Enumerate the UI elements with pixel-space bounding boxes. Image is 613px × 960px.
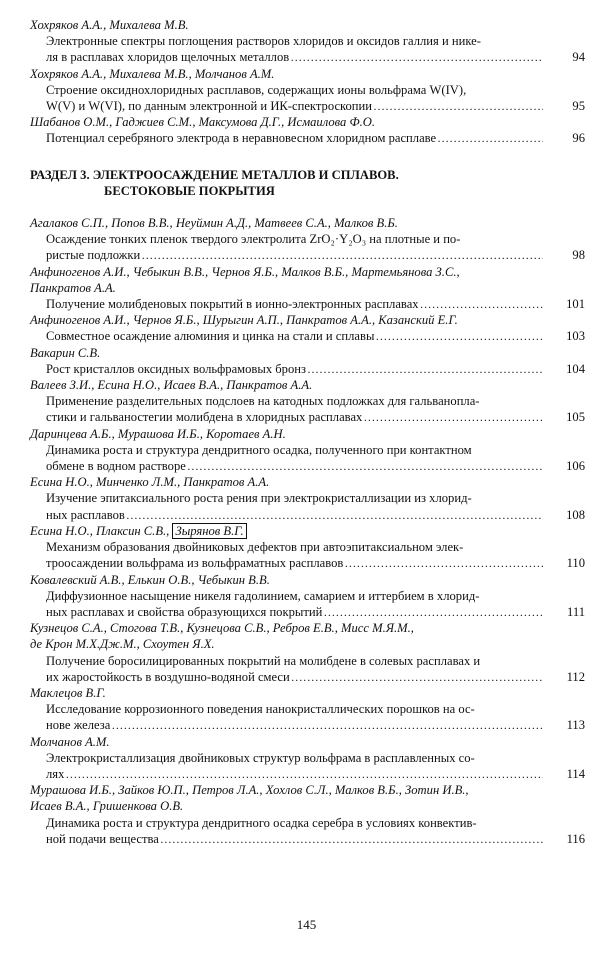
toc-entry — [30, 734, 585, 783]
dot-leader — [160, 831, 543, 847]
dot-leader — [344, 555, 543, 571]
entry-title-line: Получение боросилицированных покрытий на молибдене в солевых расплавах и — [46, 653, 481, 668]
entry-title — [30, 490, 585, 522]
entry-title-text: Рост кристаллов оксидных вольфрамовых бронз — [46, 361, 306, 376]
dot-leader — [187, 458, 543, 474]
toc-entry — [30, 377, 585, 426]
entry-page-number: 103 — [566, 329, 585, 344]
entry-title-text: Получение молибденовых покрытий в ионно-электронных расплавах — [46, 297, 419, 312]
section-heading — [30, 167, 585, 199]
entry-authors-boxed: Зырянов В.Г. — [172, 523, 246, 539]
entry-page-number: 108 — [566, 507, 585, 522]
entry-title — [30, 33, 585, 65]
entry-title-text: ля в расплавах хлоридов щелочных металлов — [46, 50, 290, 65]
entry-title-text: W(V) и W(VI), по данным электронной и ИК-спектроскопии — [46, 99, 373, 114]
entry-title-line: Динамика роста и структура дендритного осадка, полученного при контактном — [46, 442, 472, 457]
entry-title-line: Электронные спектры поглощения растворов хлоридов и оксидов галлия и нике- — [46, 34, 481, 49]
entry-title-text: нове железа — [46, 718, 111, 733]
entry-title-line: Механизм образования двойниковых дефектов при автоэпитаксиальном элек- — [46, 540, 464, 555]
entry-title — [30, 815, 585, 847]
toc-list — [30, 17, 585, 847]
entry-page-number: 104 — [566, 361, 585, 376]
dot-leader — [126, 507, 543, 523]
toc-entry — [30, 572, 585, 621]
entry-title-text: лях — [46, 766, 65, 781]
entry-title-line — [46, 361, 543, 377]
entry-title-line: Применение разделительных подслоев на катодных подложках для гальванопла- — [46, 394, 480, 409]
entry-title-text: обмене в водном растворе — [46, 459, 186, 474]
entry-title — [30, 653, 585, 685]
entry-authors: Мурашова И.Б., Зайков Ю.П., Петров Л.А., Хохлов С.Л., Малков В.Б., Зотин И.В., — [30, 783, 469, 798]
entry-title-line — [46, 247, 543, 263]
entry-page-number: 98 — [572, 248, 585, 263]
entry-title — [30, 328, 585, 344]
entry-title-text: стики и гальваностегии молибдена в хлоридных расплавах — [46, 410, 363, 425]
entry-title-line — [46, 831, 543, 847]
entry-authors: Шабанов О.М., Гаджиев С.М., Максумова Д.Г., Исмаилова Ф.О. — [30, 115, 376, 130]
entry-title-line — [46, 49, 543, 65]
entry-title-line — [46, 766, 543, 782]
entry-title — [30, 750, 585, 782]
entry-title-text: троосаждении вольфрама из вольфраматных расплавов — [46, 556, 344, 571]
entry-title-line — [46, 669, 543, 685]
dot-leader — [363, 409, 543, 425]
entry-page-number: 116 — [566, 831, 585, 846]
dot-leader — [420, 296, 543, 312]
dot-leader — [373, 98, 543, 114]
entry-title-text: ных расплавах и свойства образующихся покрытий — [46, 604, 323, 619]
entry-title — [30, 442, 585, 474]
entry-authors: Хохряков А.А., Михалева М.В. — [30, 18, 189, 32]
dot-leader — [437, 130, 543, 146]
entry-title-line — [46, 507, 543, 523]
entry-title — [30, 539, 585, 571]
entry-title-text: ных расплавов — [46, 507, 125, 522]
toc-entry — [30, 620, 585, 685]
entry-title — [30, 393, 585, 425]
entry-authors-prefix: Есина Н.О., Плаксин С.В., — [30, 523, 173, 538]
toc-entry — [30, 264, 585, 313]
entry-title-line: Динамика роста и структура дендритного осадка серебра в условиях конвектив- — [46, 815, 477, 830]
toc-entry — [30, 426, 585, 475]
entry-title — [30, 701, 585, 733]
entry-authors: Есина Н.О., Минченко Л.М., Панкратов А.А. — [30, 475, 270, 490]
dot-leader — [307, 361, 543, 377]
entry-authors: Ковалевский А.В., Елькин О.В., Чебыкин В.В. — [30, 572, 270, 587]
entry-authors: Даринцева А.Б., Мурашова И.Б., Коротаев А.Н. — [30, 426, 286, 441]
entry-title — [30, 231, 585, 263]
entry-page-number: 95 — [572, 99, 585, 114]
toc-entry — [30, 685, 585, 734]
entry-title-text: их жаростойкость в воздушно-водяной смеси — [46, 669, 290, 684]
entry-page-number: 96 — [572, 131, 585, 146]
entry-title-line — [46, 604, 543, 620]
dot-leader — [291, 669, 543, 685]
entry-page-number: 106 — [566, 459, 585, 474]
entry-title — [30, 588, 585, 620]
section-heading-line-1: РАЗДЕЛ 3. ЭЛЕКТРООСАЖДЕНИЕ МЕТАЛЛОВ И СПЛАВОВ. — [30, 167, 399, 182]
entry-page-number: 111 — [567, 604, 585, 619]
entry-page-number: 113 — [566, 718, 585, 733]
entry-authors — [30, 523, 585, 539]
entry-title-line — [46, 409, 543, 425]
dot-leader — [65, 766, 543, 782]
entry-authors: Исаев В.А., Гришенкова О.В. — [30, 799, 184, 814]
toc-entry — [30, 523, 585, 572]
entry-title-text: Потенциал серебряного электрода в неравновесном хлоридном расплаве — [46, 131, 437, 146]
entry-authors: Маклецов В.Г. — [30, 685, 106, 700]
entry-title-line — [46, 328, 543, 344]
dot-leader — [323, 604, 543, 620]
entry-authors: Молчанов А.М. — [30, 734, 110, 749]
entry-title-line: Электрокристаллизация двойниковых структур вольфрама в расплавленных со- — [46, 750, 475, 765]
entry-page-number: 101 — [566, 297, 585, 312]
dot-leader — [375, 328, 543, 344]
entry-page-number: 105 — [566, 410, 585, 425]
entry-title-line — [46, 717, 543, 733]
dot-leader — [111, 717, 543, 733]
toc-entry — [30, 114, 585, 146]
toc-entry — [30, 782, 585, 847]
entry-title-line: Диффузионное насыщение никеля гадолинием, самарием и иттербием в хлорид- — [46, 588, 480, 603]
entry-authors: Агалаков С.П., Попов В.В., Неуймин А.Д., Матвеев С.А., Малков В.Б. — [30, 216, 398, 231]
entry-title — [30, 130, 585, 146]
entry-title — [30, 361, 585, 377]
entry-title-line — [46, 555, 543, 571]
entry-page-number: 94 — [572, 50, 585, 65]
toc-entry — [30, 66, 585, 115]
dot-leader — [290, 49, 543, 65]
entry-page-number: 114 — [566, 766, 585, 781]
entry-title-line: Исследование коррозионного поведения нанокристаллических порошков на ос- — [46, 702, 475, 717]
toc-entry — [30, 215, 585, 264]
dot-leader — [141, 247, 543, 263]
entry-authors: Анфиногенов А.И., Чебыкин В.В., Чернов Я.Б., Малков В.Б., Мартемьянова З.С., — [30, 264, 460, 279]
entry-title-line: Осаждение тонких пленок твердого электролита ZrO₂·Y₂O₃ на плотные и по- — [46, 232, 461, 247]
entry-title-line: Изучение эпитаксиального роста рения при электрокристаллизации из хлорид- — [46, 491, 472, 506]
entry-title — [30, 296, 585, 312]
entry-authors: Вакарин С.В. — [30, 345, 101, 360]
entry-title — [30, 82, 585, 114]
entry-authors: Анфиногенов А.И., Чернов Я.Б., Шурыгин А.П., Панкратов А.А., Казанский Е.Г. — [30, 313, 458, 328]
entry-title-line — [46, 458, 543, 474]
entry-page-number: 112 — [566, 669, 585, 684]
entry-title-line — [46, 98, 543, 114]
entry-title-line: Строение оксиднохлоридных расплавов, содержащих ионы вольфрама W(IV), — [46, 82, 467, 97]
entry-authors: Кузнецов С.А., Стогова Т.В., Кузнецова С.В., Ребров Е.В., Мисс М.Я.М., — [30, 621, 414, 636]
entry-title-line — [46, 130, 543, 146]
entry-authors: Хохряков А.А., Михалева М.В., Молчанов А.М. — [30, 66, 275, 81]
entry-title-line — [46, 296, 543, 312]
entry-authors: де Крон М.Х.Дж.М., Схоутен Я.Х. — [30, 637, 215, 652]
toc-entry — [30, 17, 585, 66]
entry-title-text: ристые подложки — [46, 248, 141, 263]
section-heading-line-2: БЕСТОКОВЫЕ ПОКРЫТИЯ — [104, 183, 275, 198]
toc-entry — [30, 474, 585, 523]
page-number: 145 — [296, 917, 317, 932]
entry-title-text: Совместное осаждение алюминия и цинка на стали и сплавы — [46, 329, 375, 344]
entry-authors: Валеев З.И., Есина Н.О., Исаев В.А., Панкратов А.А. — [30, 378, 313, 393]
entry-authors: Панкратов А.А. — [30, 280, 116, 295]
toc-entry — [30, 312, 585, 344]
toc-entry — [30, 345, 585, 377]
entry-title-text: ной подачи вещества — [46, 831, 159, 846]
entry-page-number: 110 — [566, 556, 585, 571]
